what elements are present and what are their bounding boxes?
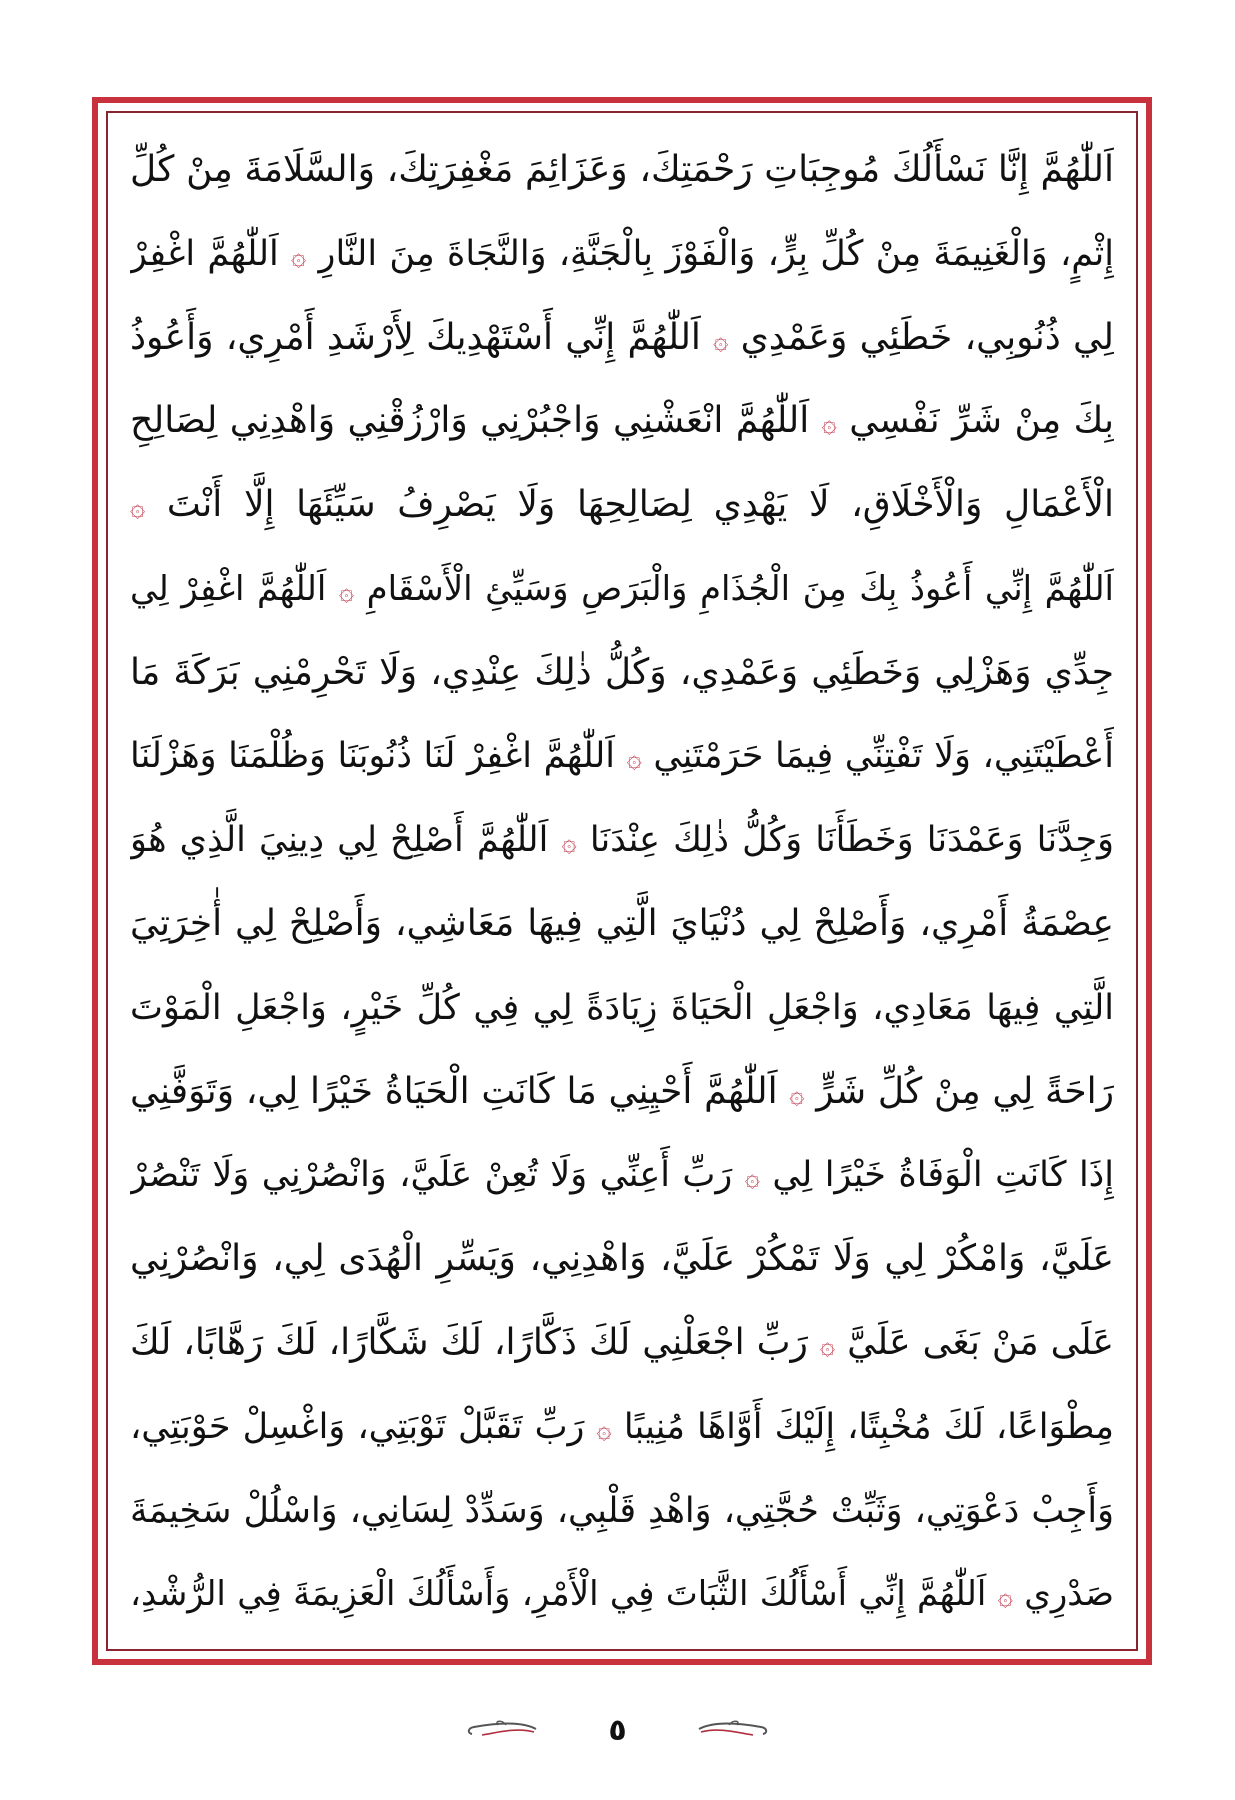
- page-frame: [92, 97, 1152, 1665]
- rosette-ornament-icon: ۞: [819, 1330, 836, 1361]
- rosette-ornament-icon: ۞: [821, 409, 837, 440]
- text-line: عِصْمَةُ أَمْرِي، وَأَصْلِحْ لِي دُنْيَايَ الَّتِي فِيهَا مَعَاشِي، وَأَصْلِحْ لِي أٰخِرَتِيَ: [130, 903, 1114, 945]
- page-footer: [0, 1700, 1235, 1760]
- text-line: رَاحَةً لِي مِنْ كُلِّ شَرٍّ ۞ اَللّٰهُمَّ أَحْيِنِي مَا كَانَتِ الْحَيَاةُ خَيْرًا لِي، وَتَوَفَّنِي: [130, 1070, 1114, 1112]
- text-line: الْأَعْمَالِ وَالْأَخْلَاقِ، لَا يَهْدِي لِصَالِحِهَا وَلَا يَصْرِفُ سَيِّئَهَا إِلَّا أَنْتَ ۞: [130, 484, 1114, 526]
- text-line: وَجِدَّنَا وَعَمْدَنَا وَخَطَأَنَا وَكُلُّ ذٰلِكَ عِنْدَنَا ۞ اَللّٰهُمَّ أَصْلِحْ لِي دِينِيَ الَّذِي هُوَ: [130, 820, 1114, 861]
- rosette-ornament-icon: ۞: [997, 1582, 1013, 1613]
- text-line: بِكَ مِنْ شَرِّ نَفْسِي ۞ اَللّٰهُمَّ انْعَشْنِي وَاجْبُرْنِي وَارْزُقْنِي وَاهْدِنِي لِصَالِحِ: [130, 400, 1114, 442]
- text-line: عَلَى مَنْ بَغَى عَلَيَّ ۞ رَبِّ اجْعَلْنِي لَكَ ذَكَّارًا، لَكَ شَكَّارًا، لَكَ رَهَّابًا، لَكَ: [130, 1321, 1114, 1363]
- rosette-ornament-icon: ۞: [744, 1163, 760, 1194]
- text-line: الَّتِي فِيهَا مَعَادِي، وَاجْعَلِ الْحَيَاةَ زِيَادَةً لِي فِي كُلِّ خَيْرٍ، وَاجْعَلِ الْمَوْتَ: [130, 987, 1114, 1028]
- text-line: جِدِّي وَهَزْلِي وَخَطَئِي وَعَمْدِي، وَكُلُّ ذٰلِكَ عِنْدِي، وَلَا تَحْرِمْنِي بَرَكَةَ مَا: [130, 651, 1114, 693]
- rosette-ornament-icon: ۞: [338, 576, 355, 607]
- text-line: عَلَيَّ، وَامْكُرْ لِي وَلَا تَمْكُرْ عَلَيَّ، وَاهْدِنِي، وَيَسِّرِ الْهُدَى لِي، وَانْصُرْنِي: [130, 1238, 1114, 1280]
- text-line: صَدْرِي ۞ اَللّٰهُمَّ إِنِّي أَسْأَلُكَ الثَّبَاتَ فِي الْأَمْرِ، وَأَسْأَلُكَ الْعَزِيمَةَ فِي الرُّشْدِ،: [130, 1574, 1114, 1615]
- flourish-right-icon: [697, 1719, 769, 1741]
- dua-text-block: [130, 127, 1114, 1635]
- text-line: مِطْوَاعًا، لَكَ مُخْبِتًا، إِلَيْكَ أَوَّاهًا مُنِيبًا ۞ رَبِّ تَقَبَّلْ تَوْبَتِي، وَاغْسِلْ حَوْبَتِي،: [130, 1406, 1114, 1447]
- page-frame-inner: [106, 111, 1138, 1651]
- text-line: أَعْطَيْتَنِي، وَلَا تَفْتِنِّي فِيمَا حَرَمْتَنِي ۞ اَللّٰهُمَّ اغْفِرْ لَنَا ذُنُوبَنَا وَظُلْمَنَا وَهَزْلَنَا: [130, 736, 1114, 777]
- rosette-ornament-icon: ۞: [561, 828, 577, 859]
- flourish-left-icon: [466, 1719, 538, 1741]
- text-line: اَللّٰهُمَّ إِنَّا نَسْأَلُكَ مُوجِبَاتِ رَحْمَتِكَ، وَعَزَائِمَ مَغْفِرَتِكَ، وَالسَّلَامَةَ مِنْ كُلِّ: [130, 149, 1114, 190]
- text-line: إِذَا كَانَتِ الْوَفَاةُ خَيْرًا لِي ۞ رَبِّ أَعِنِّي وَلَا تُعِنْ عَلَيَّ، وَانْصُرْنِي وَلَا تَنْصُرْ: [130, 1155, 1114, 1196]
- rosette-ornament-icon: ۞: [130, 493, 146, 524]
- text-line: إِثْمٍ، وَالْغَنِيمَةَ مِنْ كُلِّ بِرٍّ، وَالْفَوْزَ بِالْجَنَّةِ، وَالنَّجَاةَ مِنَ النَّارِ ۞ اَللّٰهُمَّ اغْفِرْ: [130, 233, 1114, 274]
- text-line: اَللّٰهُمَّ إِنِّي أَعُوذُ بِكَ مِنَ الْجُذَامِ وَالْبَرَصِ وَسَيِّئِ الْأَسْقَامِ ۞ اَللّٰهُمَّ اغْفِرْ لِي: [130, 568, 1114, 609]
- rosette-ornament-icon: ۞: [626, 744, 642, 775]
- rosette-ornament-icon: ۞: [596, 1414, 612, 1445]
- page-number: ٥: [608, 1712, 627, 1748]
- rosette-ornament-icon: ۞: [291, 241, 307, 272]
- rosette-ornament-icon: ۞: [789, 1079, 805, 1110]
- text-line: لِي ذُنُوبِي، خَطَئِي وَعَمْدِي ۞ اَللّٰهُمَّ إِنِّي أَسْتَهْدِيكَ لِأَرْشَدِ أَمْرِي، وَأَعُوذُ: [130, 316, 1114, 358]
- rosette-ornament-icon: ۞: [713, 325, 729, 356]
- text-line: وَأَجِبْ دَعْوَتِي، وَثَبِّتْ حُجَّتِي، وَاهْدِ قَلْبِي، وَسَدِّدْ لِسَانِي، وَاسْلُلْ سَخِيمَةَ: [130, 1490, 1114, 1531]
